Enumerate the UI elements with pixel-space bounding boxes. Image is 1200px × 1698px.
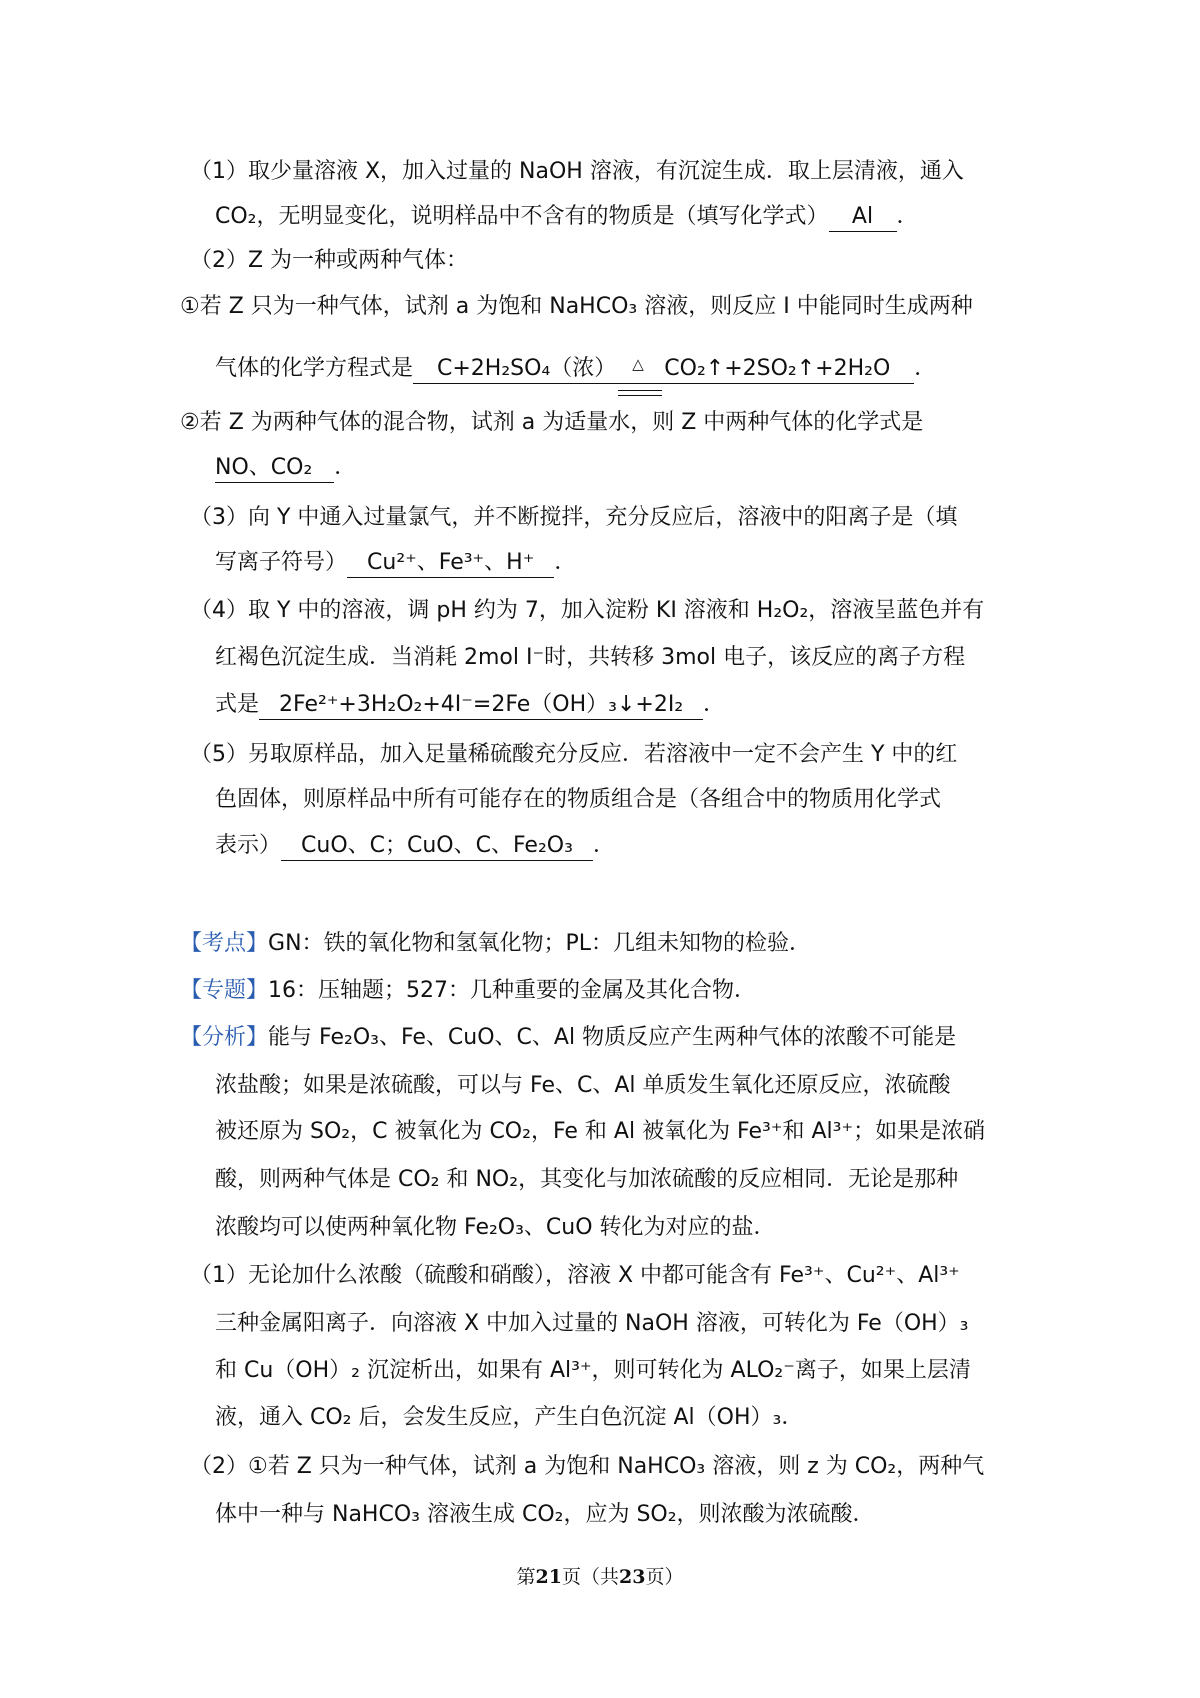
q3-line2 bbox=[215, 548, 576, 578]
q1-answer: Al bbox=[829, 203, 897, 232]
analysis1-line3: 和 Cu（OH）₂ 沉淀析出，如果有 Al³⁺，则可转化为 ALO₂⁻离子，如果上层清 bbox=[215, 1358, 971, 1383]
q4-line1: （4）取 Y 中的溶液，调 pH 约为 7，加入淀粉 KI 溶液和 H₂O₂，溶液呈蓝色并有 bbox=[190, 598, 985, 623]
q2-p1-end: ． bbox=[914, 356, 937, 381]
analysis1-line1: （1）无论加什么浓酸（硫酸和硝酸），溶液 X 中都可能含有 Fe³⁺、Cu²⁺、Al³⁺ bbox=[190, 1263, 960, 1288]
kaodian-text: GN：铁的氧化物和氢氧化物；PL：几组未知物的检验． bbox=[268, 931, 812, 956]
q2-p1-answer bbox=[413, 355, 914, 384]
q2-p2-end: ． bbox=[334, 455, 357, 480]
kaodian-tag: 【考点】 bbox=[180, 931, 269, 956]
page-footer bbox=[0, 1562, 1200, 1589]
q1-line1: （1）取少量溶液 X，加入过量的 NaOH 溶液，有沉淀生成．取上层清液，通入 bbox=[190, 159, 964, 184]
kaodian-line bbox=[180, 929, 811, 959]
q2-p2-line1: ②若 Z 为两种气体的混合物，试剂 a 为适量水，则 Z 中两种气体的化学式是 bbox=[180, 410, 924, 435]
fenxi-line5: 浓酸均可以使两种氧化物 Fe₂O₃、CuO 转化为对应的盐． bbox=[215, 1215, 776, 1240]
q5-answer: CuO、C；CuO、C、Fe₂O₃ bbox=[281, 832, 593, 861]
equals-bar-bottom bbox=[618, 395, 662, 396]
footer-total-pages: 23 bbox=[619, 1566, 646, 1588]
analysis2-line1: （2）①若 Z 只为一种气体，试剂 a 为饱和 NaHCO₃ 溶液，则 z 为 CO₂，两种气 bbox=[190, 1454, 985, 1479]
q2-p1-line1: ①若 Z 只为一种气体，试剂 a 为饱和 NaHCO₃ 溶液，则反应 I 中能同时生成两种 bbox=[180, 294, 973, 319]
fenxi-line4: 酸，则两种气体是 CO₂ 和 NO₂，其变化与加浓硫酸的反应相同．无论是那种 bbox=[215, 1167, 959, 1192]
zhuanti-tag: 【专题】 bbox=[180, 978, 269, 1003]
equals-bar-top bbox=[618, 390, 662, 391]
footer-page-number: 21 bbox=[535, 1566, 562, 1588]
heat-delta-symbol: △ bbox=[632, 355, 644, 373]
fenxi-line3: 被还原为 SO₂，C 被氧化为 CO₂，Fe 和 Al 被氧化为 Fe³⁺和 Al³⁺；如果是浓硝 bbox=[215, 1119, 986, 1144]
q2-p2-line2 bbox=[215, 453, 356, 483]
q4-end: ． bbox=[703, 692, 726, 717]
analysis1-line4: 液，通入 CO₂ 后，会发生反应，产生白色沉淀 Al（OH）₃． bbox=[215, 1405, 804, 1430]
q5-line3-text: 表示） bbox=[215, 833, 282, 858]
q4-line3 bbox=[215, 690, 725, 720]
q5-end: ． bbox=[592, 833, 615, 858]
equation-right: CO₂↑+2SO₂↑+2H₂O bbox=[664, 356, 891, 381]
q1-end: ． bbox=[896, 204, 919, 229]
q5-line2: 色固体，则原样品中所有可能存在的物质组合是（各组合中的物质用化学式 bbox=[215, 787, 942, 812]
zhuanti-line bbox=[180, 976, 756, 1006]
zhuanti-text: 16：压轴题；527：几种重要的金属及其化合物． bbox=[268, 978, 757, 1003]
fenxi-text-1: 能与 Fe₂O₃、Fe、CuO、C、Al 物质反应产生两种气体的浓酸不可能是 bbox=[268, 1025, 957, 1050]
q2-p1-line2 bbox=[215, 354, 936, 384]
analysis2-line2: 体中一种与 NaHCO₃ 溶液生成 CO₂，应为 SO₂，则浓酸为浓硫酸． bbox=[215, 1502, 875, 1527]
q2-p1-line2-text: 气体的化学方程式是 bbox=[215, 356, 414, 381]
q4-line3-text: 式是 bbox=[215, 692, 260, 717]
footer-suffix: 页） bbox=[645, 1566, 684, 1588]
q3-end: ． bbox=[554, 550, 577, 575]
equation-left: C+2H₂SO₄（浓） bbox=[437, 356, 617, 381]
fenxi-tag: 【分析】 bbox=[180, 1025, 269, 1050]
q2-intro: （2）Z 为一种或两种气体： bbox=[190, 248, 469, 273]
footer-middle: 页（共 bbox=[561, 1566, 619, 1588]
fenxi-line2: 浓盐酸；如果是浓硫酸，可以与 Fe、C、Al 单质发生氧化还原反应，浓硫酸 bbox=[215, 1073, 951, 1098]
footer-prefix: 第 bbox=[516, 1566, 536, 1588]
q5-line3 bbox=[215, 831, 615, 861]
q4-line2: 红褐色沉淀生成．当消耗 2mol I⁻时，共转移 3mol 电子，该反应的离子方程 bbox=[215, 645, 966, 670]
q5-line1: （5）另取原样品，加入足量稀硫酸充分反应．若溶液中一定不会产生 Y 中的红 bbox=[190, 742, 958, 767]
q3-answer: Cu²⁺、Fe³⁺、H⁺ bbox=[347, 549, 554, 578]
q3-line1: （3）向 Y 中通入过量氯气，并不断搅拌，充分反应后，溶液中的阳离子是（填 bbox=[190, 505, 958, 530]
fenxi-line1 bbox=[180, 1023, 956, 1053]
q1-line2-text: CO₂，无明显变化，说明样品中不含有的物质是（填写化学式） bbox=[215, 204, 829, 229]
q2-p2-answer: NO、CO₂ bbox=[215, 454, 334, 483]
q4-answer: 2Fe²⁺+3H₂O₂+4I⁻=2Fe（OH）₃↓+2I₂ bbox=[259, 691, 703, 720]
q3-line2-text: 写离子符号） bbox=[215, 550, 348, 575]
q1-line2 bbox=[215, 202, 919, 232]
analysis1-line2: 三种金属阳离子．向溶液 X 中加入过量的 NaOH 溶液，可转化为 Fe（OH）₃ bbox=[215, 1311, 969, 1336]
